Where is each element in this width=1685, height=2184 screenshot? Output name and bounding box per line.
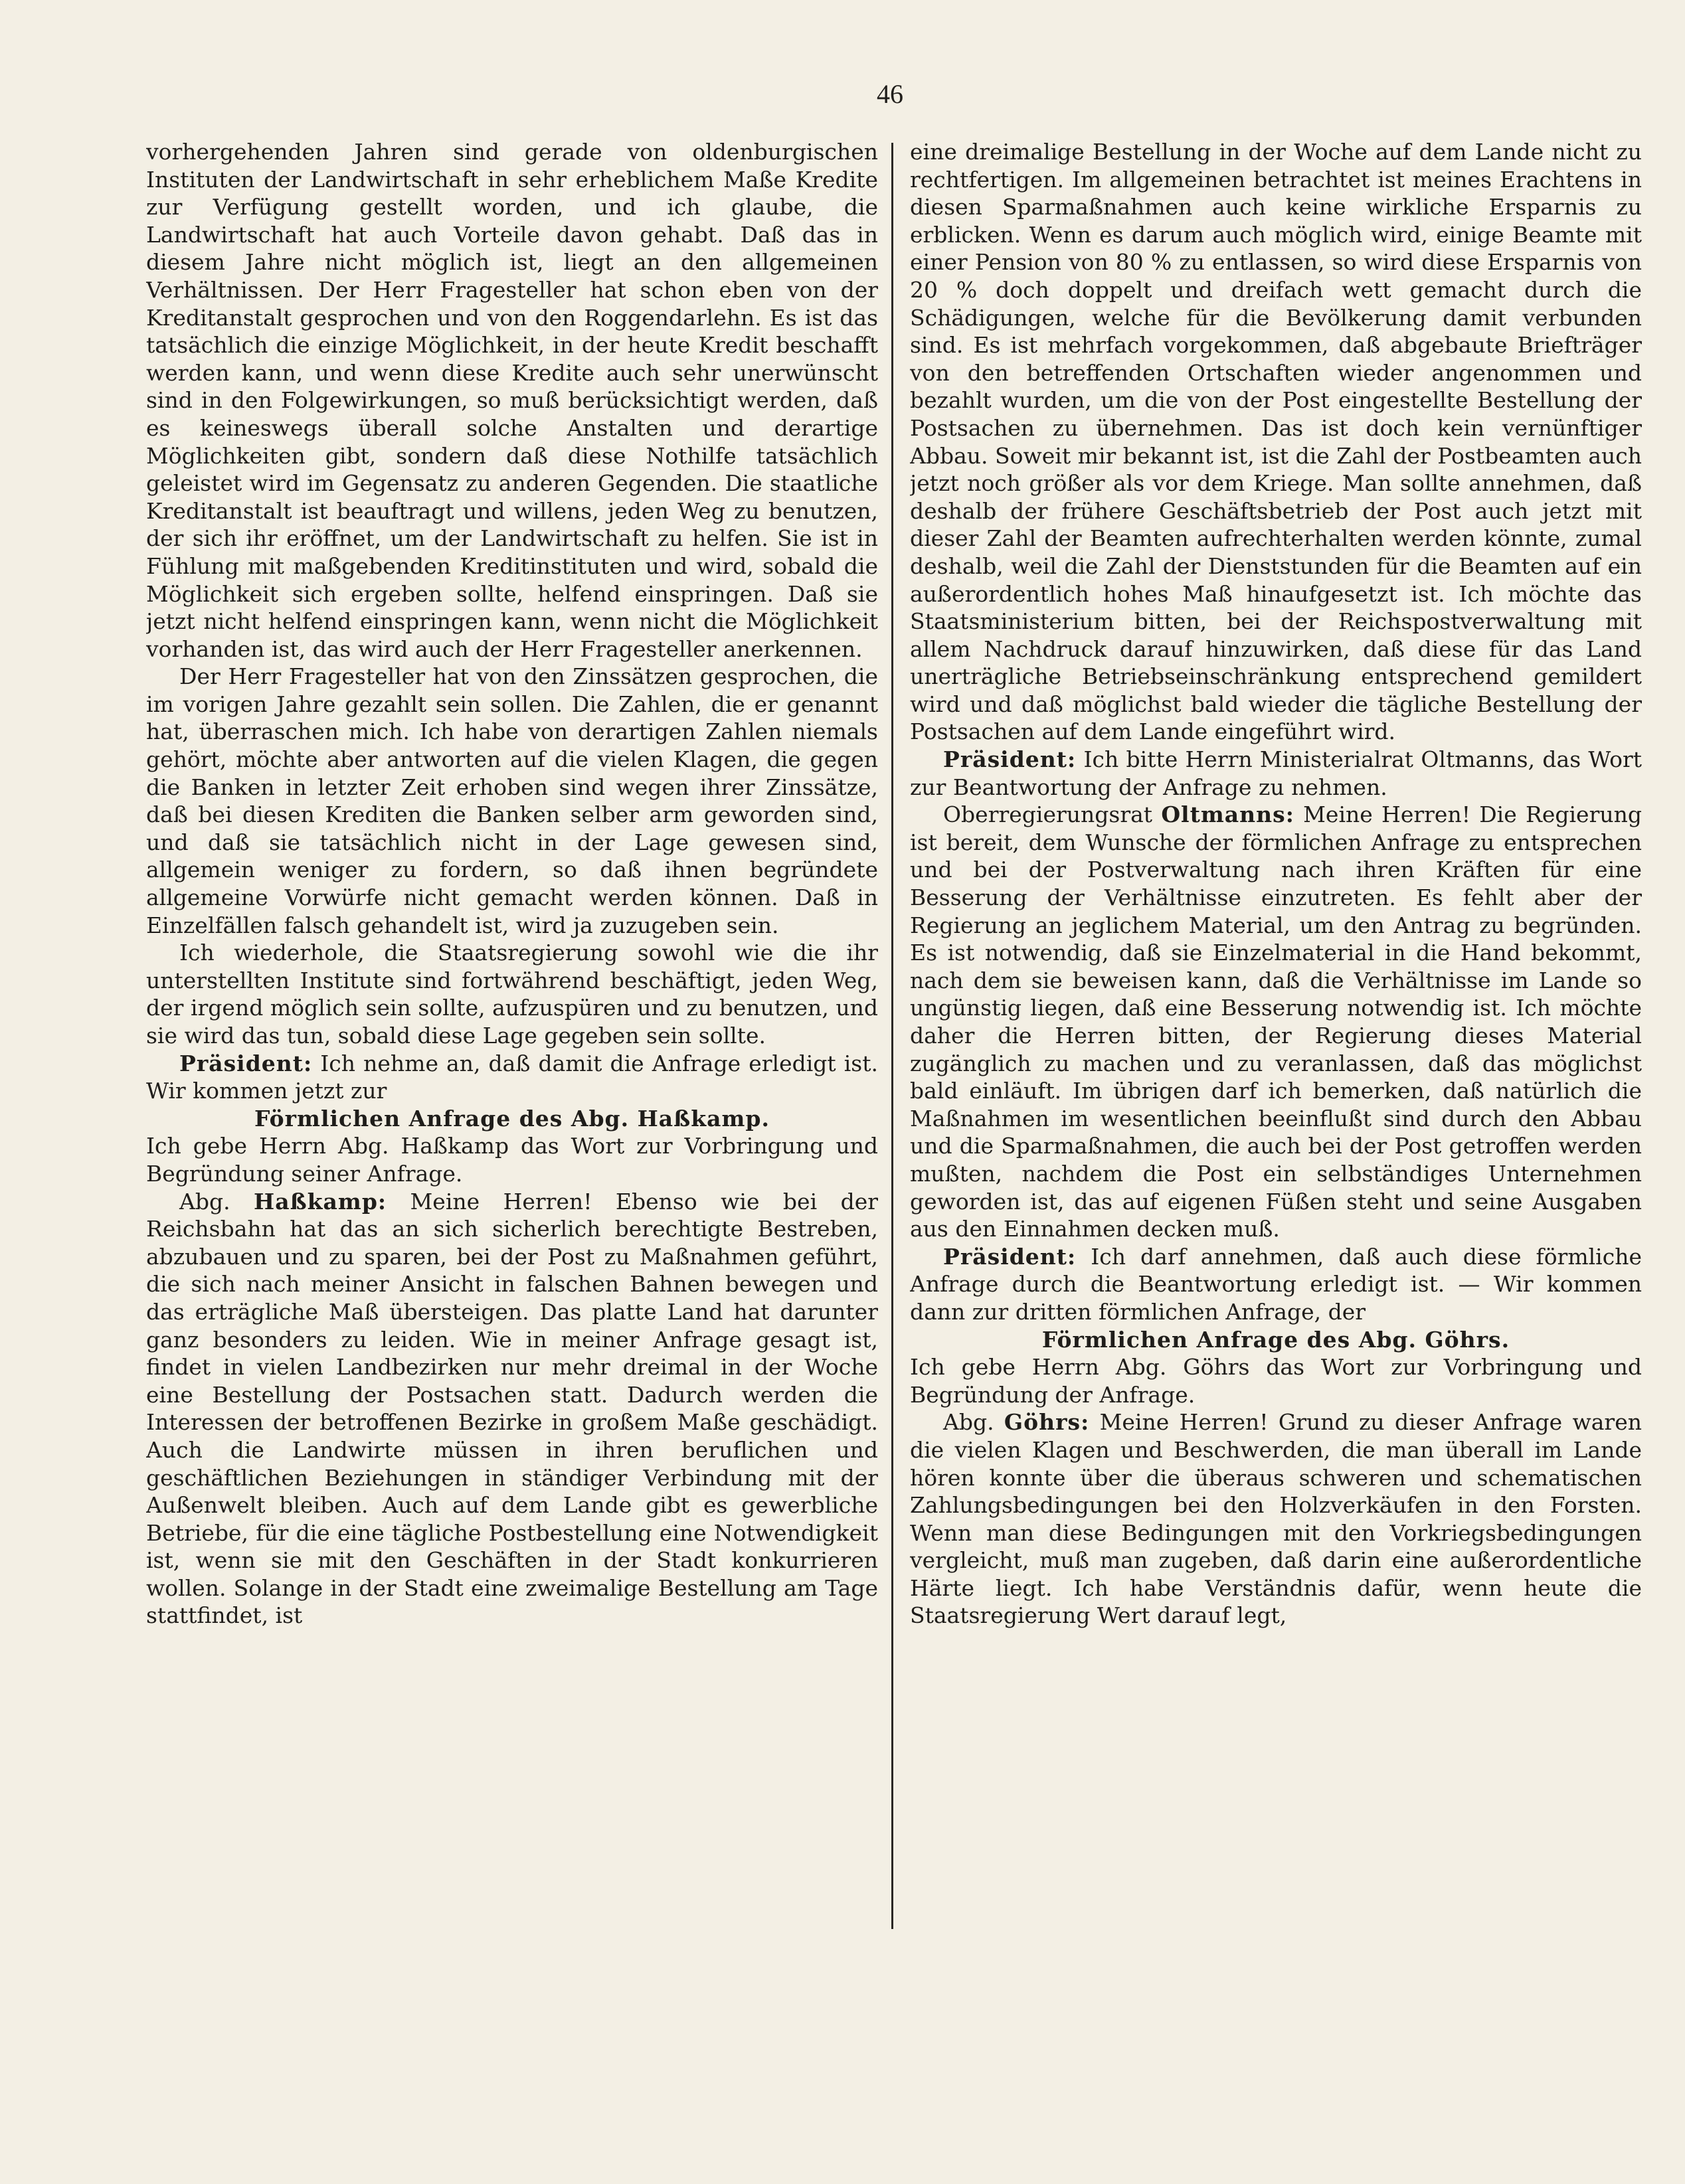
speaker-name: Göhrs: xyxy=(1004,1409,1090,1436)
speaker-title: Oberregierungsrat xyxy=(943,801,1162,828)
speaker-name: Präsident: xyxy=(179,1050,313,1076)
speaker-name: Präsident: xyxy=(943,746,1077,773)
speech-text: Meine Herren! Grund zu dieser Anfrage waren die vielen Klagen und Beschwerden, die man überall im Lande hören konnte über die überaus schweren und schematischen Zahlungsbedingungen bei den Holzverkäufen in den Forsten. Wenn man diese Bedingungen mit den Vorkriegsbedingungen vergleicht, muß man zugeben, daß darin eine außerordentliche Härte liegt. Ich habe Verständnis dafür, wenn heute die Staatsregierung Wert darauf legt, xyxy=(910,1409,1642,1629)
speech-paragraph xyxy=(910,1243,1642,1326)
section-heading: Förmlichen Anfrage des Abg. Haßkamp. xyxy=(254,1105,770,1132)
paragraph: eine dreimalige Bestellung in der Woche auf dem Lande nicht zu rechtfertigen. Im allgemeinen betrachtet ist meines Erachtens in diesen Sparmaßnahmen auch keine wirkliche Ersparnis zu erblicken. Wenn es darum auch möglich wird, einige Beamte mit einer Pension von 80 % zu entlassen, so wird diese Ersparnis von 20 % doch doppelt und dreifach wett gemacht durch die Schädigungen, welche für die Bevölkerung damit verbunden sind. Es ist mehrfach vorgekommen, daß abgebaute Briefträger von den betreffenden Ortschaften wieder angenommen und bezahlt wurden, um die von der Post eingestellte Bestellung der Postsachen zu übernehmen. Das ist doch kein vernünftiger Abbau. Soweit mir bekannt ist, ist die Zahl der Postbeamten auch jetzt noch größer als vor dem Kriege. Man sollte annehmen, daß deshalb der frühere Geschäftsbetrieb der Post auch jetzt mit dieser Zahl der Beamten aufrechterhalten werden könnte, zumal deshalb, weil die Zahl der Dienststunden für die Beamten auf ein außerordentlich hohes Maß hinaufgesetzt ist. Ich möchte das Staatsministerium bitten, bei der Reichspostverwaltung mit allem Nachdruck darauf hinzuwirken, daß diese für das Land unerträgliche Betriebseinschränkung entsprechend gemildert wird und daß möglichst bald wieder die tägliche Bestellung der Postsachen auf dem Lande eingeführt wird. xyxy=(910,139,1642,745)
column-divider xyxy=(891,143,893,1929)
speech-paragraph xyxy=(146,1050,878,1105)
page-number: 46 xyxy=(877,79,903,109)
speech-paragraph xyxy=(146,1188,878,1630)
speech-paragraph xyxy=(910,1408,1642,1630)
paragraph: Ich gebe Herrn Abg. Göhrs das Wort zur Vorbringung und Begründung der Anfrage. xyxy=(910,1354,1642,1408)
speech-text: Meine Herren! Die Regierung ist bereit, dem Wunsche der förmlichen Anfrage zu entsprechen und bei der Postverwaltung nach ihren Kräften für eine Besserung der Verhältnisse einzutreten. Es fehlt aber der Regierung an jeglichem Material, um den Antrag zu begründen. Es ist notwendig, daß sie Einzelmaterial in die Hand bekommt, nach dem sie beweisen kann, daß die Verhältnisse im Lande so ungünstig liegen, daß eine Besserung notwendig ist. Ich möchte daher die Herren bitten, der Regierung dieses Material zugänglich zu machen und zu veranlassen, daß das möglichst bald einläuft. Im übrigen darf ich bemerken, daß natürlich die Maßnahmen im wesentlichen beeinflußt sind durch den Abbau und die Sparmaßnahmen, die auch bei der Post getroffen werden mußten, nachdem die Post ein selbständiges Unternehmen geworden ist, das auf eigenen Füßen steht und seine Ausgaben aus den Einnahmen decken muß. xyxy=(910,801,1642,1242)
speaker-name: Oltmanns: xyxy=(1161,801,1294,828)
paragraph: Der Herr Fragesteller hat von den Zinssätzen gesprochen, die im vorigen Jahre gezahlt sein sollen. Die Zahlen, die er genannt hat, überraschen mich. Ich habe von derartigen Zahlen niemals gehört, möchte aber antworten auf die vielen Klagen, die gegen die Banken in letzter Zeit erhoben sind wegen ihrer Zinssätze, daß bei diesen Krediten die Banken selber arm geworden sind, und daß sie tatsächlich nicht in der Lage gewesen sind, allgemein weniger zu fordern, so daß ihnen begründete allgemeine Vorwürfe nicht gemacht werden können. Daß in Einzelfällen falsch gehandelt ist, wird ja zuzugeben sein. xyxy=(146,663,878,938)
left-column xyxy=(146,138,878,2097)
speech-text: Ich bitte Herrn Ministerialrat Oltmanns, das Wort zur Beantwortung der Anfrage zu nehmen. xyxy=(910,746,1642,800)
speaker-name: Präsident: xyxy=(943,1243,1077,1270)
paragraph: Ich wiederhole, die Staatsregierung sowohl wie die ihr unterstellten Institute sind fortwährend beschäftigt, jeden Weg, der irgend möglich sein sollte, aufzuspüren und zu benutzen, und sie wird das tun, sobald diese Lage gegeben sein sollte. xyxy=(146,940,878,1049)
right-column xyxy=(910,138,1642,2097)
paragraph: Ich gebe Herrn Abg. Haßkamp das Wort zur Vorbringung und Begründung seiner Anfrage. xyxy=(146,1133,878,1187)
speaker-title: Abg. xyxy=(943,1409,1004,1436)
section-heading: Förmlichen Anfrage des Abg. Göhrs. xyxy=(1041,1326,1510,1353)
speech-text: Ich darf annehmen, daß auch diese förmliche Anfrage durch die Beantwortung erledigt ist. — Wir kommen dann zur dritten förmlichen Anfrage, der xyxy=(910,1243,1642,1325)
speech-paragraph xyxy=(910,801,1642,1243)
paragraph: vorhergehenden Jahren sind gerade von oldenburgischen Instituten der Landwirtschaft in sehr erheblichem Maße Kredite zur Verfügung gestellt worden, und ich glaube, die Landwirtschaft hat auch Vorteile davon gehabt. Daß das in diesem Jahre nicht möglich ist, liegt an den allgemeinen Verhältnissen. Der Herr Fragesteller hat schon eben von der Kreditanstalt gesprochen und von den Roggendarlehn. Es ist das tatsächlich die einzige Möglichkeit, in der heute Kredit beschafft werden kann, und wenn diese Kredite auch sehr unerwünscht sind in den Folgewirkungen, so muß berücksichtigt werden, daß es keineswegs überall solche Anstalten und derartige Möglichkeiten gibt, sondern daß diese Nothilfe tatsächlich geleistet wird im Gegensatz zu anderen Gegenden. Die staatliche Kreditanstalt ist beauftragt und willens, jeden Weg zu benutzen, der sich ihr eröffnet, um der Landwirtschaft zu helfen. Sie ist in Fühlung mit maßgebenden Kreditinstituten und wird, sobald die Möglichkeit sich ergeben sollte, helfend einspringen. Daß sie jetzt nicht helfend einspringen kann, wenn nicht die Möglichkeit vorhanden ist, das wird auch der Herr Fragesteller anerkennen. xyxy=(146,139,878,662)
speaker-title: Abg. xyxy=(179,1188,254,1215)
speaker-name: Haßkamp: xyxy=(254,1188,387,1215)
speech-paragraph xyxy=(910,746,1642,801)
speech-text: Ich nehme an, daß damit die Anfrage erledigt ist. Wir kommen jetzt zur xyxy=(146,1050,878,1104)
speech-text: Meine Herren! Ebenso wie bei der Reichsbahn hat das an sich sicherlich berechtigte Bestreben, abzubauen und zu sparen, bei der Post zu Maßnahmen geführt, die sich nach meiner Ansicht in falschen Bahnen bewegen und das erträgliche Maß übersteigen. Das platte Land hat darunter ganz besonders zu leiden. Wie in meiner Anfrage gesagt ist, findet in vielen Landbezirken nur mehr dreimal in der Woche eine Bestellung der Postsachen statt. Dadurch werden die Interessen der betroffenen Bezirke in großem Maße geschädigt. Auch die Landwirte müssen in ihren beruflichen und geschäftlichen Beziehungen in ständiger Verbindung mit der Außenwelt bleiben. Auch auf dem Lande gibt es gewerbliche Betriebe, für die eine tägliche Postbestellung eine Notwendigkeit ist, wenn sie mit den Geschäften in der Stadt konkurrieren wollen. Solange in der Stadt eine zweimalige Bestellung am Tage stattfindet, ist xyxy=(146,1188,878,1629)
